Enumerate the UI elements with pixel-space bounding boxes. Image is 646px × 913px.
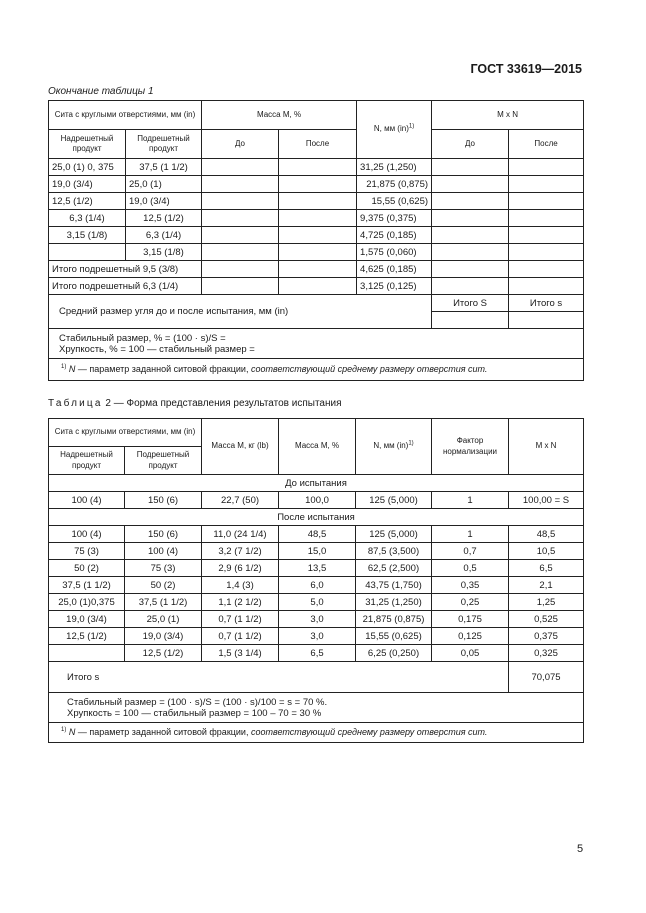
t2-cell-factor: 1	[432, 492, 509, 509]
table-row	[49, 577, 584, 594]
table-row	[49, 594, 584, 611]
t2-footnote: $^{1)}$ N — параметр заданной ситовой фракции, соответствующий среднему размеру отверстия сит.	[49, 723, 584, 743]
table-row	[49, 560, 584, 577]
t2-cell-pct: 13,5	[279, 560, 356, 577]
t2-cell-n: 31,25 (1,250)	[356, 594, 432, 611]
t2-cell-kg: 0,7 (1 1/2)	[202, 611, 279, 628]
t2-cell-under: 50 (2)	[125, 577, 202, 594]
table-row	[49, 193, 584, 210]
t2-cell-n: 6,25 (0,250)	[356, 645, 432, 662]
t2-cell-mxn: 48,5	[509, 526, 584, 543]
t2-results	[49, 693, 584, 723]
table-row	[49, 159, 584, 176]
table2	[48, 418, 584, 743]
t1-results	[49, 329, 584, 359]
table-row	[49, 492, 584, 509]
t1-head-mxn-after: После	[509, 130, 584, 159]
t2-head-undersize: Подрешетный продукт	[125, 447, 202, 475]
t2-cell-n: 125 (5,000)	[356, 526, 432, 543]
t2-cell-factor: 1	[432, 526, 509, 543]
t2-cell-pct: 48,5	[279, 526, 356, 543]
t2-cell-factor: 0,5	[432, 560, 509, 577]
t1-head-oversize: Надрешетный продукт	[49, 130, 126, 159]
table-row	[49, 278, 584, 295]
table-row	[49, 628, 584, 645]
t1-cell-under: 3,15 (1/8)	[126, 244, 202, 261]
t1-cell-over: 19,0 (3/4)	[49, 176, 126, 193]
t2-cell-factor: 0,125	[432, 628, 509, 645]
t2-cell-mxn: 100,00 = S	[509, 492, 584, 509]
table-row	[49, 611, 584, 628]
table-row	[49, 210, 584, 227]
table1	[48, 100, 584, 381]
t1-cell-under: 37,5 (1 1/2)	[126, 159, 202, 176]
t2-head-sieves: Сита с круглыми отверстиями, мм (in)	[49, 419, 202, 447]
t1-cell-over: 3,15 (1/8)	[49, 227, 126, 244]
t2-cell-under: 12,5 (1/2)	[125, 645, 202, 662]
t2-total-label: Итого s	[49, 662, 509, 693]
t2-cell-over: 12,5 (1/2)	[49, 628, 125, 645]
document-standard-number: ГОСТ 33619—2015	[470, 62, 582, 76]
t2-cell-under: 37,5 (1 1/2)	[125, 594, 202, 611]
t2-cell-over	[49, 645, 125, 662]
t1-footnote: $^{1)}$ N — параметр заданной ситовой фракции, соответствующий среднему размеру отверстия сит.	[49, 359, 584, 381]
t1-cell-over	[49, 244, 126, 261]
t2-cell-under: 150 (6)	[125, 526, 202, 543]
t2-head-n: N, мм (in)$^{1)}$	[356, 419, 432, 475]
t1-total-label: Итого подрешетный 6,3 (1/4)	[49, 278, 202, 295]
t2-cell-mxn: 0,375	[509, 628, 584, 645]
table-row	[49, 244, 584, 261]
t2-cell-n: 15,55 (0,625)	[356, 628, 432, 645]
t2-head-mxn: M x N	[509, 419, 584, 475]
t2-cell-pct: 3,0	[279, 628, 356, 645]
t2-after-label: После испытания	[49, 509, 584, 526]
t2-head-factor: Фактор нормализации	[432, 419, 509, 475]
t1-avg-size-label: Средний размер угля до и после испытания, мм (in)	[49, 295, 432, 329]
t1-head-mass: Масса M, %	[202, 101, 357, 130]
t2-head-mass-pct: Масса M, %	[279, 419, 356, 475]
t1-cell-n: 9,375 (0,375)	[357, 210, 432, 227]
t1-head-mxn: M x N	[432, 101, 584, 130]
t2-cell-mxn: 6,5	[509, 560, 584, 577]
t2-cell-mxn: 1,25	[509, 594, 584, 611]
t2-cell-pct: 6,5	[279, 645, 356, 662]
t1-stable-line: Стабильный размер, % = (100 · s)/S =	[59, 332, 226, 344]
t1-head-n: N, мм (in)$^{1)}$	[357, 101, 432, 159]
t2-cell-n: 125 (5,000)	[356, 492, 432, 509]
t2-cell-pct: 100,0	[279, 492, 356, 509]
t2-cell-under: 19,0 (3/4)	[125, 628, 202, 645]
t1-total-label: Итого подрешетный 9,5 (3/8)	[49, 261, 202, 278]
t2-cell-factor: 0,05	[432, 645, 509, 662]
t2-cell-factor: 0,35	[432, 577, 509, 594]
t2-cell-factor: 0,7	[432, 543, 509, 560]
t2-cell-n: 21,875 (0,875)	[356, 611, 432, 628]
t2-cell-mxn: 10,5	[509, 543, 584, 560]
t2-cell-under: 150 (6)	[125, 492, 202, 509]
t2-cell-mxn: 0,525	[509, 611, 584, 628]
table1-caption: Окончание таблицы 1	[48, 86, 154, 97]
t2-cell-under: 75 (3)	[125, 560, 202, 577]
t1-head-undersize: Подрешетный продукт	[126, 130, 202, 159]
table-row	[49, 526, 584, 543]
t1-cell-under: 25,0 (1)	[126, 176, 202, 193]
table2-caption: Таблица 2 — Форма представления результатов испытания	[48, 398, 342, 409]
t2-cell-kg: 2,9 (6 1/2)	[202, 560, 279, 577]
t2-cell-kg: 1,4 (3)	[202, 577, 279, 594]
t1-total-s: Итого S	[432, 295, 509, 312]
t2-cell-over: 75 (3)	[49, 543, 125, 560]
t2-cell-kg: 3,2 (7 1/2)	[202, 543, 279, 560]
t1-cell-n: 15,55 (0,625)	[357, 193, 432, 210]
t2-stable-line: Стабильный размер = (100 · s)/S = (100 · s)/100 = s = 70 %.	[67, 696, 328, 708]
t1-cell-under: 6,3 (1/4)	[126, 227, 202, 244]
t2-cell-pct: 5,0	[279, 594, 356, 611]
t2-cell-over: 37,5 (1 1/2)	[49, 577, 125, 594]
t1-fragility-line: Хрупкость, % = 100 — стабильный размер =	[59, 343, 255, 355]
table-row	[49, 176, 584, 193]
t2-cell-over: 25,0 (1)0,375	[49, 594, 125, 611]
t1-cell-n: 31,25 (1,250)	[357, 159, 432, 176]
t1-cell-under: 19,0 (3/4)	[126, 193, 202, 210]
t1-cell-over: 6,3 (1/4)	[49, 210, 126, 227]
t2-cell-over: 19,0 (3/4)	[49, 611, 125, 628]
t1-cell-n: 21,875 (0,875)	[357, 176, 432, 193]
t1-cell-over: 12,5 (1/2)	[49, 193, 126, 210]
t2-cell-kg: 1,1 (2 1/2)	[202, 594, 279, 611]
t2-cell-n: 43,75 (1,750)	[356, 577, 432, 594]
t1-head-mxn-before: До	[432, 130, 509, 159]
t2-cell-factor: 0,175	[432, 611, 509, 628]
t2-fragility-line: Хрупкость = 100 — стабильный размер = 100 – 70 = 30 %	[67, 707, 322, 719]
t1-total-n: 3,125 (0,125)	[357, 278, 432, 295]
t2-cell-kg: 22,7 (50)	[202, 492, 279, 509]
t2-before-label: До испытания	[49, 475, 584, 492]
t2-head-oversize: Надрешетный продукт	[49, 447, 125, 475]
t2-cell-pct: 6,0	[279, 577, 356, 594]
page-number: 5	[577, 843, 584, 855]
t1-cell-n: 1,575 (0,060)	[357, 244, 432, 261]
t1-cell-over: 25,0 (1) 0, 375	[49, 159, 126, 176]
table-row	[49, 261, 584, 278]
t2-cell-mxn: 0,325	[509, 645, 584, 662]
t2-cell-pct: 15,0	[279, 543, 356, 560]
t2-cell-n: 87,5 (3,500)	[356, 543, 432, 560]
t2-cell-kg: 11,0 (24 1/4)	[202, 526, 279, 543]
t1-cell-under: 12,5 (1/2)	[126, 210, 202, 227]
t1-total-s-lower: Итого s	[509, 295, 584, 312]
t1-head-mass-before: До	[202, 130, 279, 159]
t2-cell-over: 100 (4)	[49, 526, 125, 543]
table-row	[49, 543, 584, 560]
t1-head-mass-after: После	[279, 130, 357, 159]
t2-cell-kg: 1,5 (3 1/4)	[202, 645, 279, 662]
t2-cell-over: 100 (4)	[49, 492, 125, 509]
t2-total-value: 70,075	[509, 662, 584, 693]
t2-cell-factor: 0,25	[432, 594, 509, 611]
t2-cell-mxn: 2,1	[509, 577, 584, 594]
t2-cell-n: 62,5 (2,500)	[356, 560, 432, 577]
t2-head-mass-kg: Масса M, кг (lb)	[202, 419, 279, 475]
t2-cell-under: 100 (4)	[125, 543, 202, 560]
t1-total-n: 4,625 (0,185)	[357, 261, 432, 278]
table-row	[49, 227, 584, 244]
t2-cell-under: 25,0 (1)	[125, 611, 202, 628]
t1-cell-n: 4,725 (0,185)	[357, 227, 432, 244]
t2-cell-kg: 0,7 (1 1/2)	[202, 628, 279, 645]
table-row	[49, 645, 584, 662]
t1-head-sieves: Сита с круглыми отверстиями, мм (in)	[49, 101, 202, 130]
t2-cell-over: 50 (2)	[49, 560, 125, 577]
t2-cell-pct: 3,0	[279, 611, 356, 628]
